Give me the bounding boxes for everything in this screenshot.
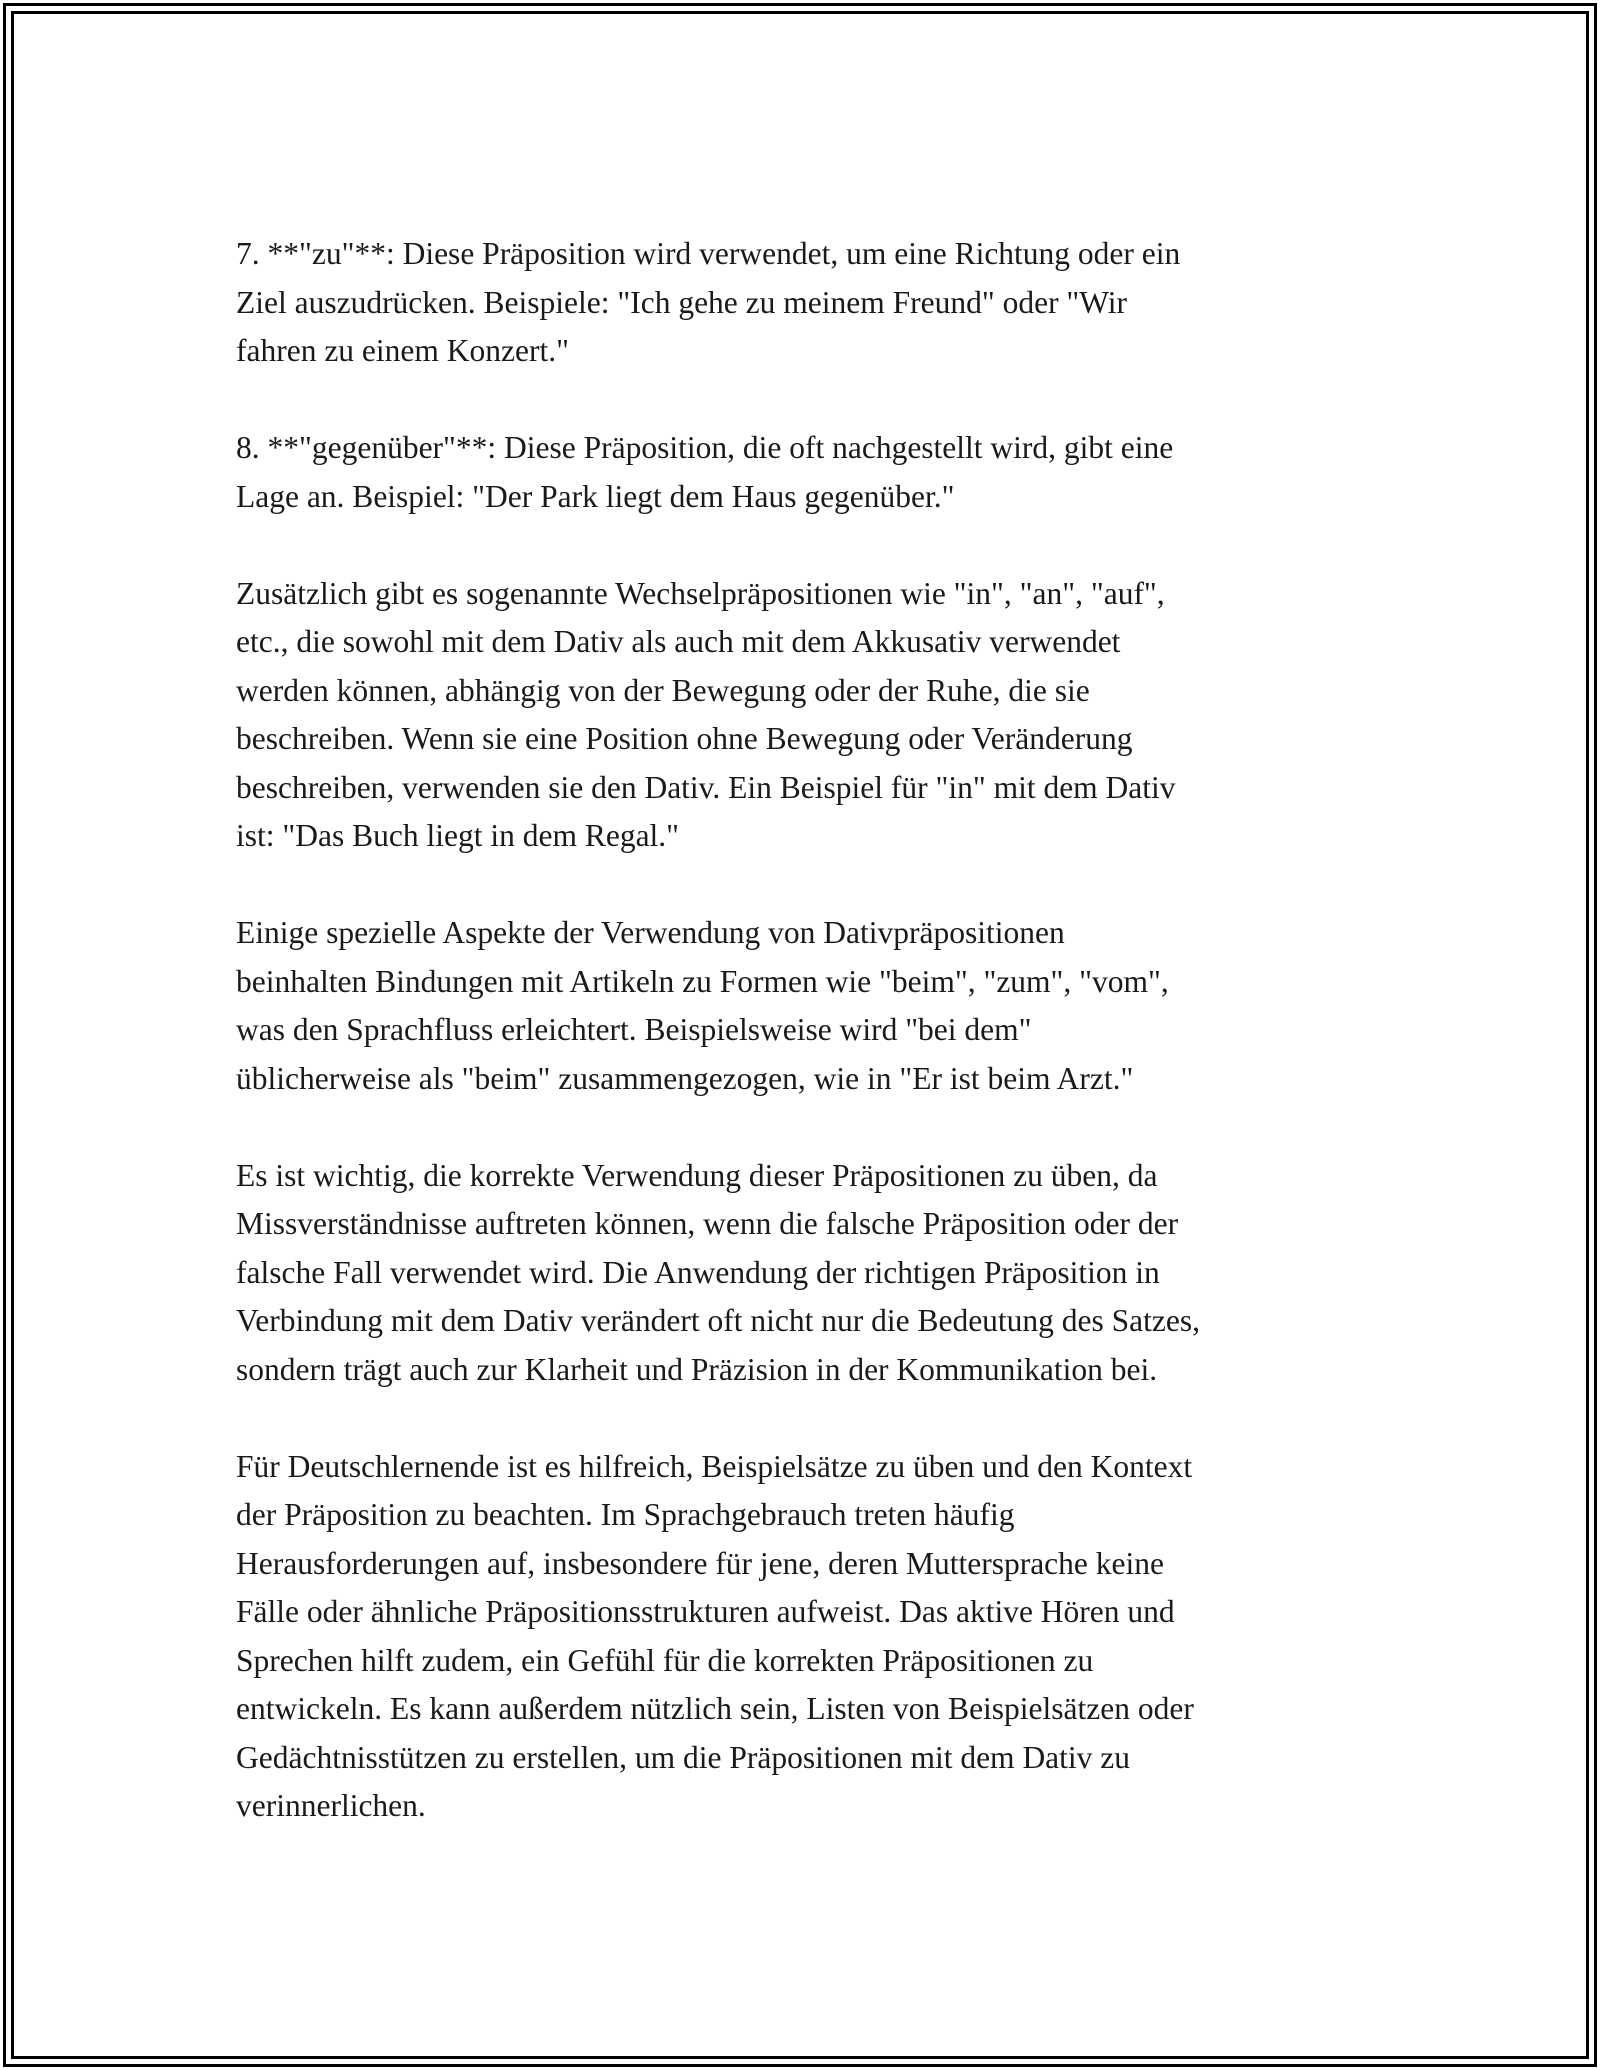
text-line: Einige spezielle Aspekte der Verwendung von Dativpräpositionen: [236, 915, 1065, 950]
paragraph: [236, 1443, 1376, 1831]
text-line: 7. **"zu"**: Diese Präposition wird verwendet, um eine Richtung oder ein: [236, 236, 1181, 271]
text-line: Missverständnisse auftreten können, wenn die falsche Präposition oder der: [236, 1206, 1179, 1241]
text-line: Gedächtnisstützen zu erstellen, um die Präpositionen mit dem Dativ zu: [236, 1739, 1131, 1775]
text-line: Zusätzlich gibt es sogenannte Wechselpräpositionen wie "in", "an", "auf",: [236, 575, 1165, 611]
text-line: Sprechen hilft zudem, ein Gefühl für die korrekten Präpositionen zu: [236, 1642, 1094, 1678]
text-line: beinhalten Bindungen mit Artikeln zu Formen wie "beim", "zum", "vom",: [236, 963, 1169, 999]
text-line: falsche Fall verwendet wird. Die Anwendung der richtigen Präposition in: [236, 1254, 1160, 1290]
paragraph: [236, 230, 1376, 376]
text-line: ist: "Das Buch liegt in dem Regal.": [236, 818, 680, 853]
paragraph: [236, 1152, 1376, 1395]
text-line: verinnerlichen.: [236, 1788, 426, 1823]
text-line: was den Sprachfluss erleichtert. Beispielsweise wird "bei dem": [236, 1012, 1032, 1047]
text-line: Für Deutschlernende ist es hilfreich, Beispielsätze zu üben und den Kontext: [236, 1448, 1193, 1484]
paragraph: [236, 424, 1376, 521]
text-line: Ziel auszudrücken. Beispiele: "Ich gehe zu meinem Freund" oder "Wir: [236, 284, 1127, 320]
text-line: etc., die sowohl mit dem Dativ als auch mit dem Akkusativ verwendet: [236, 624, 1121, 659]
text-line: beschreiben, verwenden sie den Dativ. Ein Beispiel für "in" mit dem Dativ: [236, 769, 1176, 805]
paragraph: [236, 909, 1376, 1103]
text-line: sondern trägt auch zur Klarheit und Präzision in der Kommunikation bei.: [236, 1351, 1158, 1387]
text-line: Es ist wichtig, die korrekte Verwendung dieser Präpositionen zu üben, da: [236, 1157, 1158, 1193]
text-line: entwickeln. Es kann außerdem nützlich sein, Listen von Beispielsätzen oder: [236, 1691, 1194, 1726]
text-line: 8. **"gegenüber"**: Diese Präposition, die oft nachgestellt wird, gibt eine: [236, 430, 1174, 465]
document-body: [236, 230, 1376, 1879]
text-line: fahren zu einem Konzert.": [236, 333, 569, 368]
text-line: Fälle oder ähnliche Präpositionsstrukturen aufweist. Das aktive Hören und: [236, 1594, 1175, 1629]
text-line: üblicherweise als "beim" zusammengezogen, wie in "Er ist beim Arzt.": [236, 1060, 1134, 1096]
text-line: Herausforderungen auf, insbesondere für jene, deren Muttersprache keine: [236, 1545, 1164, 1581]
paragraph: [236, 570, 1376, 861]
text-line: Lage an. Beispiel: "Der Park liegt dem Haus gegenüber.": [236, 478, 955, 514]
text-line: Verbindung mit dem Dativ verändert oft nicht nur die Bedeutung des Satzes,: [236, 1303, 1201, 1338]
text-line: werden können, abhängig von der Bewegung oder der Ruhe, die sie: [236, 672, 1090, 708]
text-line: der Präposition zu beachten. Im Sprachgebrauch treten häufig: [236, 1497, 1015, 1532]
text-line: beschreiben. Wenn sie eine Position ohne Bewegung oder Veränderung: [236, 721, 1133, 756]
